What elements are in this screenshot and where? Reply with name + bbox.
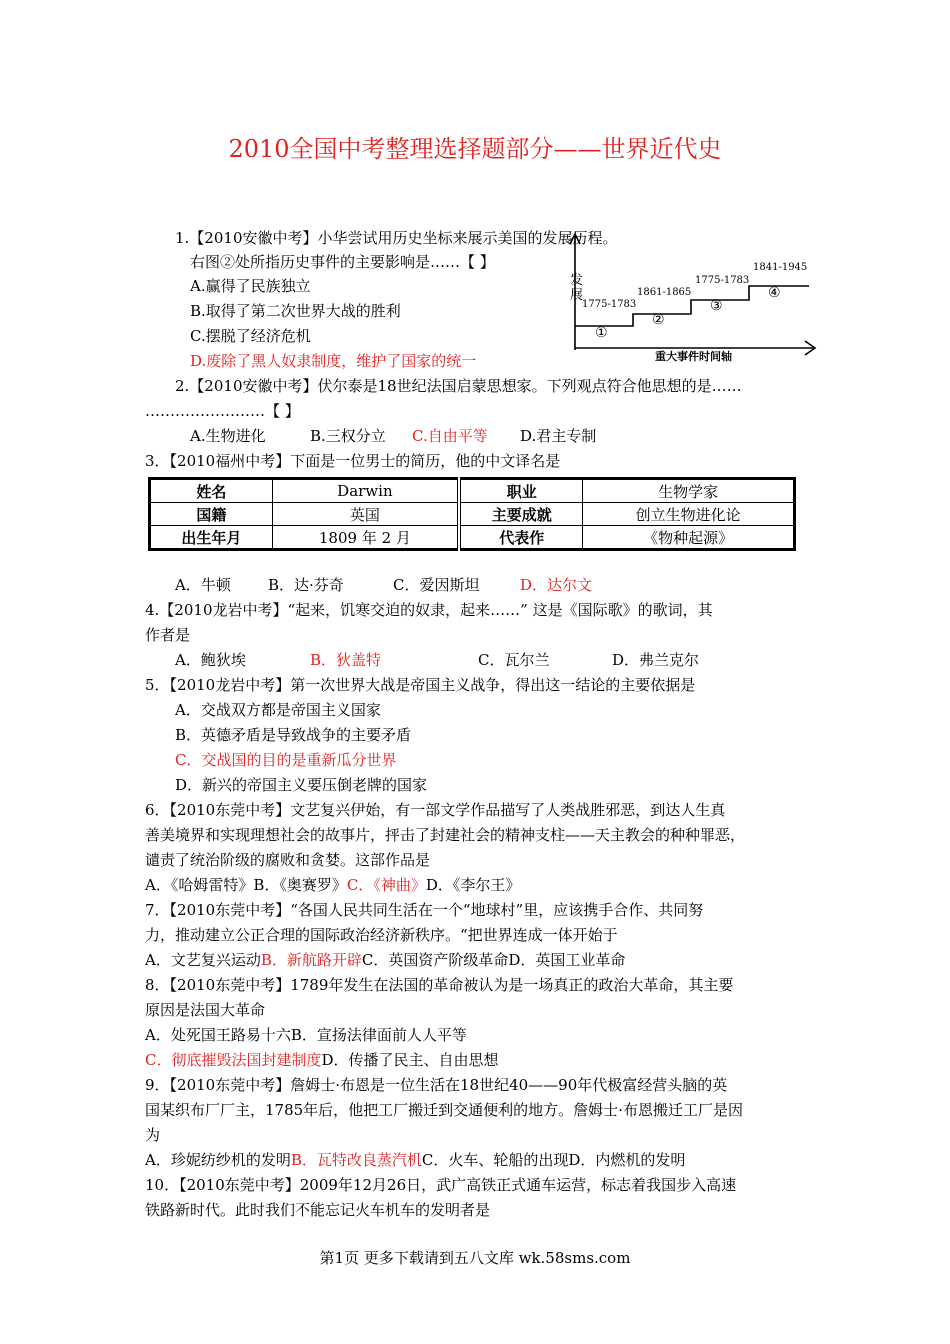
q9-stem-line2: 国某织布厂厂主，1785年后，他把工厂搬迁到交通便利的地方。詹姆士·布恩搬迁工厂是因 bbox=[145, 1101, 743, 1119]
q9-option-c: C．火车、轮船的出现 bbox=[421, 1151, 569, 1169]
q5-option-d: D．新兴的帝国主义要压倒老牌的国家 bbox=[175, 776, 428, 794]
q3-option-c: C．爱因斯坦 bbox=[393, 576, 480, 594]
q2-option-c-answer: C.自由平等 bbox=[412, 427, 488, 445]
q6-option-c-answer: C．《神曲》 bbox=[346, 876, 426, 894]
q9-option-d: D．内燃机的发明 bbox=[568, 1151, 686, 1169]
table-cell: 1809 年 2 月 bbox=[272, 526, 459, 550]
table-cell: 职业 bbox=[459, 479, 583, 503]
table-cell: 姓名 bbox=[150, 479, 273, 503]
q3-option-b: B．达·芬奇 bbox=[268, 576, 344, 594]
table-row bbox=[150, 526, 795, 550]
q8-stem-line1: 8．【2010东莞中考】1789年发生在法国的革命被认为是一场真正的政治大革命，其主要 bbox=[145, 976, 734, 994]
table-cell: 《物种起源》 bbox=[583, 526, 795, 550]
q1-stem-line2: 右图②处所指历史事件的主要影响是……【 】 bbox=[190, 253, 495, 271]
q9-options bbox=[145, 1150, 685, 1170]
q5-option-a: A．交战双方都是帝国主义国家 bbox=[175, 701, 381, 719]
table-cell: 代表作 bbox=[459, 526, 583, 550]
q4-option-c: C．瓦尔兰 bbox=[478, 651, 550, 669]
page-footer: 第1页 更多下载请到五八文库 wk.58sms.com bbox=[319, 1249, 631, 1267]
q9-option-b-answer: B．瓦特改良蒸汽机 bbox=[290, 1151, 422, 1169]
q7-stem-line2: 力，推动建立公正合理的国际政治经济新秩序。“把世界连成一体开始于 bbox=[145, 926, 618, 944]
q4-stem-line1: 4.【2010龙岩中考】“起来，饥寒交迫的奴隶，起来……” 这是《国际歌》的歌词，其 bbox=[145, 601, 713, 619]
q1-option-a: A.赢得了民族独立 bbox=[190, 277, 311, 295]
q3-stem: 3．【2010福州中考】下面是一位男士的简历，他的中文译名是 bbox=[145, 452, 561, 470]
q6-stem-line1: 6．【2010东莞中考】文艺复兴伊始，有一部文学作品描写了人类战胜邪恶，到达人生真 bbox=[145, 801, 726, 819]
q8-options-ab bbox=[145, 1025, 467, 1045]
q6-option-d: D．《李尔王》 bbox=[425, 876, 521, 894]
q6-options bbox=[145, 875, 520, 895]
diagram-x-label: 重大事件时间轴 bbox=[655, 350, 732, 363]
step-4-years: 1841-1945 bbox=[753, 262, 808, 273]
q2-option-d: D.君主专制 bbox=[520, 427, 597, 445]
q4-stem-line2: 作者是 bbox=[145, 626, 191, 644]
step-2-years: 1861-1865 bbox=[637, 287, 692, 298]
q6-option-b: B．《奥赛罗》 bbox=[253, 876, 347, 894]
q7-stem-line1: 7．【2010东莞中考】“各国人民共同生活在一个“地球村”里，应该携手合作、共同努 bbox=[145, 901, 704, 919]
q1-stem-line1: 1.【2010安徽中考】小华尝试用历史坐标来展示美国的发展历程。 bbox=[175, 229, 618, 247]
step-4-number: ④ bbox=[768, 285, 781, 301]
diagram-y-label-2: 展 bbox=[570, 288, 584, 303]
q10-stem-line1: 10．【2010东莞中考】2009年12月26日，武广高铁正式通车运营，标志着我国步入高速 bbox=[145, 1176, 737, 1194]
step-3-years: 1775-1783 bbox=[695, 275, 750, 286]
table-cell: 出生年月 bbox=[150, 526, 273, 550]
q9-stem-line1: 9．【2010东莞中考】詹姆士·布恩是一位生活在18世纪40——90年代极富经营头脑的英 bbox=[145, 1076, 728, 1094]
step-1-years: 1775-1783 bbox=[582, 299, 637, 310]
q6-stem-line2: 善美境界和实现理想社会的故事片，抨击了封建社会的精神支柱——天主教会的种种罪恶， bbox=[145, 826, 746, 844]
q3-option-a: A．牛顿 bbox=[175, 576, 231, 594]
table-cell: 国籍 bbox=[150, 503, 273, 526]
q4-option-a: A．鲍狄埃 bbox=[175, 651, 246, 669]
q5-stem: 5．【2010龙岩中考】第一次世界大战是帝国主义战争，得出这一结论的主要依据是 bbox=[145, 676, 696, 694]
q7-option-a: A．文艺复兴运动 bbox=[145, 951, 261, 969]
q2-stem-line2: ……………………【 】 bbox=[145, 402, 300, 420]
q1-option-b: B.取得了第二次世界大战的胜利 bbox=[190, 302, 401, 320]
q6-stem-line3: 谴责了统治阶级的腐败和贪婪。这部作品是 bbox=[145, 851, 431, 869]
q2-option-a: A.生物进化 bbox=[190, 427, 266, 445]
step-3-number: ③ bbox=[710, 298, 723, 314]
table-cell: Darwin bbox=[272, 479, 459, 503]
q1-history-axis-diagram bbox=[565, 230, 825, 365]
q7-option-c: C．英国资产阶级革命 bbox=[361, 951, 509, 969]
q8-stem-line2: 原因是法国大革命 bbox=[145, 1001, 266, 1019]
table-row bbox=[150, 479, 795, 503]
step-1-number: ① bbox=[595, 325, 608, 341]
table-cell: 英国 bbox=[272, 503, 459, 526]
q7-options bbox=[145, 950, 625, 970]
q2-option-b: B.三权分立 bbox=[310, 427, 386, 445]
q5-option-b: B．英德矛盾是导致战争的主要矛盾 bbox=[175, 726, 412, 744]
q4-option-d: D．弗兰克尔 bbox=[612, 651, 700, 669]
q9-option-a: A．珍妮纺纱机的发明 bbox=[145, 1151, 291, 1169]
q5-option-c-answer: C．交战国的目的是重新瓜分世界 bbox=[175, 751, 397, 769]
table-cell: 生物学家 bbox=[583, 479, 795, 503]
q8-option-b: B．宣扬法律面前人人平等 bbox=[290, 1026, 467, 1044]
step-2-number: ② bbox=[652, 312, 665, 328]
q10-stem-line2: 铁路新时代。此时我们不能忘记火车机车的发明者是 bbox=[145, 1201, 491, 1219]
q3-option-d-answer: D．达尔文 bbox=[520, 576, 593, 594]
diagram-y-label-1: 发 bbox=[570, 273, 584, 288]
resume-table bbox=[148, 477, 796, 551]
q8-option-a: A．处死国王路易十六 bbox=[145, 1026, 291, 1044]
table-cell: 创立生物进化论 bbox=[583, 503, 795, 526]
q1-option-c: C.摆脱了经济危机 bbox=[190, 327, 311, 345]
table-row bbox=[150, 503, 795, 526]
table-cell: 主要成就 bbox=[459, 503, 583, 526]
q8-option-d: D．传播了民主、自由思想 bbox=[321, 1051, 499, 1069]
q7-option-b-answer: B．新航路开辟 bbox=[260, 951, 362, 969]
q6-option-a: A．《哈姆雷特》 bbox=[145, 876, 254, 894]
q4-option-b-answer: B．狄盖特 bbox=[310, 651, 382, 669]
page-title: 2010全国中考整理选择题部分——世界近代史 bbox=[228, 135, 722, 163]
q1-option-d-answer: D.废除了黑人奴隶制度，维护了国家的统一 bbox=[190, 352, 477, 370]
q8-option-c-answer: C．彻底摧毁法国封建制度 bbox=[145, 1051, 322, 1069]
q7-option-d: D．英国工业革命 bbox=[508, 951, 626, 969]
q9-stem-line3: 为 bbox=[145, 1126, 161, 1144]
q8-options-cd bbox=[145, 1050, 499, 1070]
q2-stem-line1: 2.【2010安徽中考】伏尔泰是18世纪法国启蒙思想家。下列观点符合他思想的是…… bbox=[175, 377, 742, 395]
